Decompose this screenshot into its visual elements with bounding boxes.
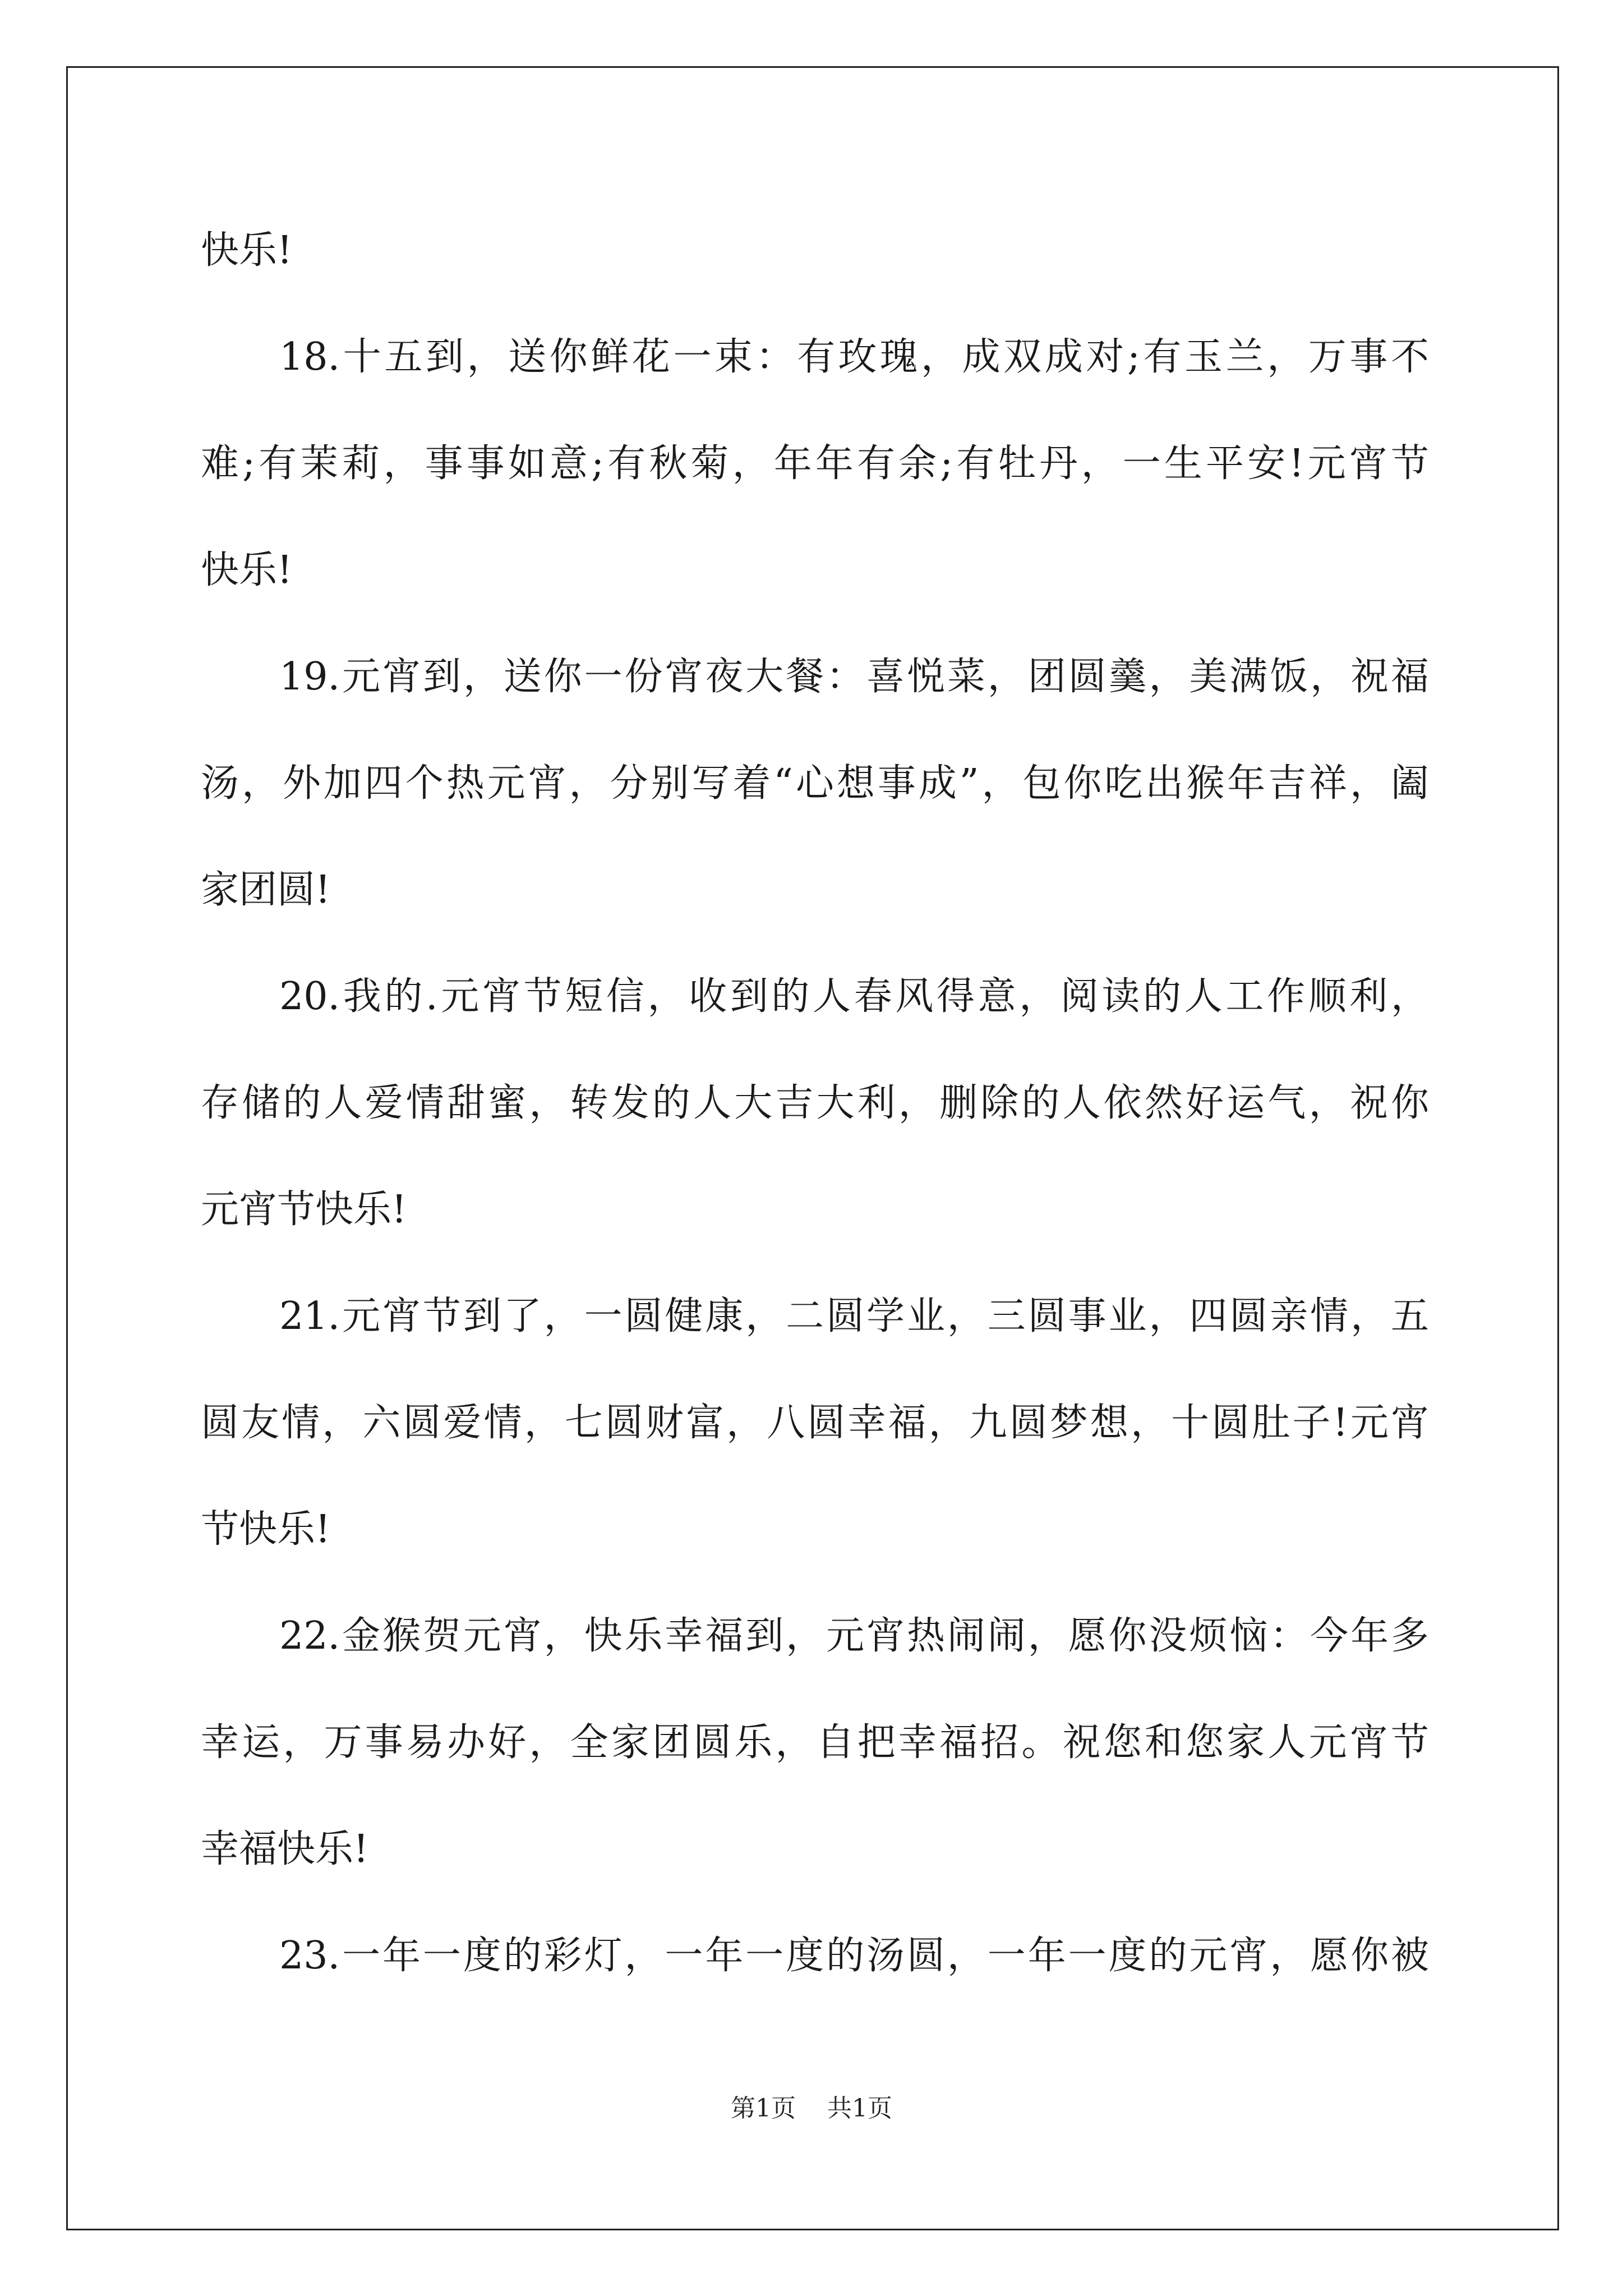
document-body — [201, 197, 1429, 2009]
text-line: 18.十五到，送你鲜花一束：有玫瑰，成双成对;有玉兰，万事不 — [279, 335, 1429, 379]
paragraph — [201, 197, 1429, 304]
text-line: 快乐! — [201, 228, 293, 273]
text-line: 节快乐! — [201, 1507, 331, 1552]
text-line: 汤，外加四个热元宵，分别写着“心想事成”，包你吃出猴年吉祥，阖 — [201, 761, 1429, 806]
text-line: 22.金猴贺元宵，快乐幸福到，元宵热闹闹，愿你没烦恼：今年多 — [279, 1614, 1429, 1658]
text-line: 元宵节快乐! — [201, 1188, 407, 1232]
paragraph — [201, 1583, 1429, 1903]
text-line: 难;有茉莉，事事如意;有秋菊，年年有余;有牡丹，一生平安!元宵节 — [201, 441, 1429, 486]
paragraph — [201, 1263, 1429, 1583]
paragraph — [201, 304, 1429, 624]
page-total: 共1页 — [827, 2094, 892, 2123]
text-line: 家团圆! — [201, 868, 331, 912]
page-footer — [0, 2088, 1623, 2124]
paragraph — [201, 944, 1429, 1263]
text-line: 圆友情，六圆爱情，七圆财富，八圆幸福，九圆梦想，十圆肚子!元宵 — [201, 1401, 1429, 1445]
paragraph — [201, 1903, 1429, 2009]
text-line: 20.我的.元宵节短信，收到的人春风得意，阅读的人工作顺利， — [279, 974, 1429, 1019]
text-line: 幸福快乐! — [201, 1827, 369, 1871]
text-line: 21.元宵节到了，一圆健康，二圆学业，三圆事业，四圆亲情，五 — [279, 1294, 1429, 1338]
text-line: 19.元宵到，送你一份宵夜大餐：喜悦菜，团圆羹，美满饭，祝福 — [279, 655, 1429, 699]
text-line: 存储的人爱情甜蜜，转发的人大吉大利，删除的人依然好运气，祝你 — [201, 1081, 1429, 1125]
text-line: 23.一年一度的彩灯，一年一度的汤圆，一年一度的元宵，愿你被 — [279, 1934, 1429, 1978]
paragraph — [201, 624, 1429, 944]
page-number: 第1页 — [731, 2094, 796, 2123]
text-line: 幸运，万事易办好，全家团圆乐，自把幸福招。祝您和您家人元宵节 — [201, 1720, 1429, 1765]
text-line: 快乐! — [201, 548, 293, 592]
